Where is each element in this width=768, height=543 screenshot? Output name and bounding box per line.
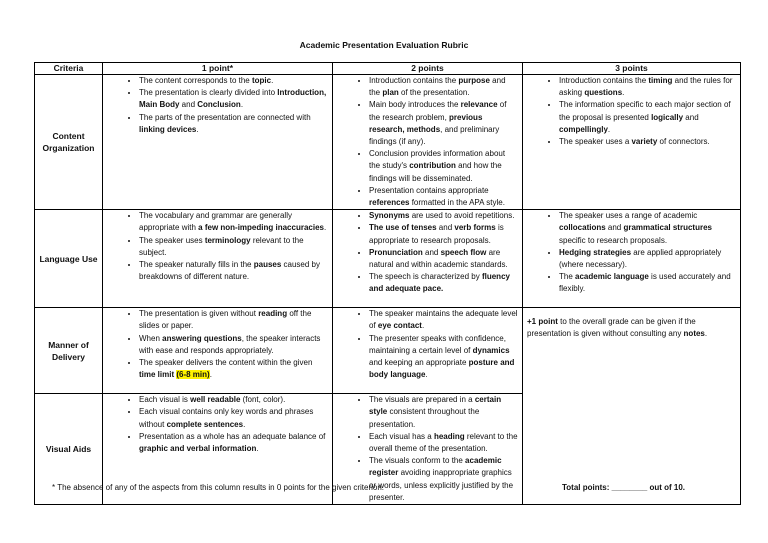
bullet-item (559, 99, 736, 136)
text-run: and the (369, 76, 506, 98)
text-run: Introduction contains the (559, 76, 649, 85)
bullet-item (369, 431, 518, 455)
bold-text: questions (584, 88, 623, 98)
text-run: . (425, 370, 428, 380)
bold-text: complete sentences (166, 419, 244, 429)
text-run: The content corresponds to the (139, 76, 252, 85)
text-run: . (607, 124, 611, 134)
bullet-item (369, 210, 518, 222)
text-run: The (559, 272, 576, 282)
bold-text: a few non-impeding inaccuracies (198, 223, 324, 233)
text-run: . (704, 329, 708, 339)
bold-text: Conclusion (197, 100, 241, 110)
bullet-item (559, 210, 736, 247)
bold-text: time limit (139, 370, 175, 380)
bullet-list (523, 75, 740, 148)
text-run: of connectors. (657, 137, 710, 147)
bold-text: notes (683, 329, 705, 339)
bullet-item (139, 259, 328, 283)
bold-text: speech flow (440, 247, 487, 257)
row-language-use (35, 210, 741, 308)
bold-text: timing (648, 76, 673, 85)
header-1-point: 1 point* (103, 63, 333, 75)
text-run: is appropriate to research proposals. (369, 223, 504, 245)
text-run: and how the findings will be disseminated. (369, 161, 502, 183)
bold-text: Introduction, Main Body (139, 88, 327, 110)
bold-text: references (369, 198, 410, 208)
bold-text: logically (651, 112, 684, 122)
bullet-item (369, 271, 518, 295)
bullet-item (369, 222, 518, 246)
bullet-item (139, 75, 328, 87)
text-run: The vocabulary and grammar are generally appropriate with (139, 211, 292, 233)
text-run: . (240, 100, 244, 110)
text-run: The information specific to each major section of the proposal is presented (559, 100, 731, 122)
text-run: Introduction contains the (369, 76, 459, 85)
total-points: Total points: ________ out of 10. (562, 483, 685, 492)
bold-text: previous research, methods (369, 112, 483, 134)
bold-text: eye contact (377, 321, 422, 331)
cell-language-2 (333, 210, 523, 308)
text-run: and keeping an appropriate (369, 358, 469, 368)
bullet-item (369, 394, 518, 431)
text-run: . (323, 223, 327, 233)
text-run: Presentation as a whole has an adequate balance of (139, 431, 326, 441)
text-run: and (179, 100, 198, 110)
bullet-item (559, 136, 736, 148)
text-run: of the presentation. (398, 88, 470, 98)
cell-delivery-1 (103, 308, 333, 394)
bullet-item (139, 333, 328, 357)
text-run: and (605, 223, 624, 233)
text-run: , the speaker interacts with ease and responds appropriately. (139, 333, 321, 355)
bullet-item (369, 75, 518, 99)
text-run: (font, color). (240, 395, 286, 405)
text-run: . (622, 88, 625, 98)
text-run: . (209, 370, 212, 380)
header-3-points: 3 points (523, 63, 741, 75)
bullet-list (333, 308, 522, 381)
bullet-item (139, 87, 328, 111)
text-run: , and preliminary findings (if any). (369, 124, 500, 147)
text-run: to the overall grade can be given if the presentation is given without consulting any (527, 317, 696, 339)
bold-text: reading (258, 309, 288, 319)
bold-text: posture and body language (369, 358, 515, 380)
text-run: is used accurately and flexibly. (559, 272, 731, 294)
bullet-list (103, 308, 332, 381)
footnote: * The absence of any of the aspects from this column results in 0 points for the given criterion. (52, 483, 385, 492)
bullet-item (139, 112, 328, 136)
bullet-item (139, 308, 328, 332)
bullet-item (139, 235, 328, 259)
text-run: When (139, 333, 163, 343)
bullet-item (369, 333, 518, 382)
document-title: Academic Presentation Evaluation Rubric (299, 40, 469, 50)
header-criteria: Criteria (35, 63, 103, 75)
text-run: The speaker delivers the content within the given (139, 358, 313, 368)
bullet-item (369, 99, 518, 148)
bold-text: pauses (253, 260, 282, 270)
bold-text: purpose (458, 76, 490, 85)
text-run: formatted in the APA style. (409, 198, 505, 208)
bold-text: dynamics (472, 345, 510, 355)
bullet-list (523, 210, 740, 295)
text-run: are natural and within academic standards. (369, 247, 508, 270)
bullet-item (369, 247, 518, 271)
text-run: The presentation is given without (139, 309, 259, 319)
bullet-item (559, 75, 736, 99)
cell-content-1 (103, 75, 333, 210)
bullet-list (103, 394, 332, 455)
text-run: Presentation contains appropriate (369, 185, 489, 195)
bold-text: terminology (204, 235, 251, 245)
text-run: and the rules for asking (559, 76, 733, 98)
bold-text: certain style (369, 395, 502, 417)
text-run: . (243, 419, 246, 429)
bullet-item (139, 357, 328, 381)
header-row (35, 63, 741, 75)
row-manner-of-delivery (35, 308, 741, 394)
bold-text: compellingly (559, 124, 608, 134)
bold-text: The use of tenses (369, 223, 437, 233)
text-run: The speaker uses a (559, 137, 632, 147)
bold-text: verb forms (454, 223, 496, 233)
text-run: Main body introduces the (369, 100, 461, 110)
text-run: The speaker uses (139, 235, 205, 245)
criteria-language-use: Language Use (35, 210, 103, 308)
text-run: . (196, 124, 199, 134)
cell-content-3 (523, 75, 741, 210)
text-run: The speech is characterized by (369, 272, 482, 282)
text-run: The visuals conform to the (369, 456, 466, 466)
highlighted-text: (6-8 min) (176, 370, 210, 380)
bullet-item (369, 455, 518, 504)
text-run: caused by breakdowns of different nature. (139, 260, 321, 282)
bold-text: answering questions (162, 333, 242, 343)
bullet-item (139, 431, 328, 455)
bonus-note (523, 308, 740, 340)
text-run: specific to research proposals. (559, 235, 668, 245)
text-run: . (421, 321, 425, 331)
bold-text: topic (251, 76, 272, 85)
criteria-visual-aids: Visual Aids (35, 394, 103, 505)
text-run: The visuals are prepared in a (369, 395, 475, 405)
text-run: and (436, 223, 455, 233)
text-run: relevant to the subject. (139, 235, 304, 257)
bold-text: linking devices (139, 124, 197, 134)
text-run: The speaker maintains the adequate level of (369, 309, 518, 331)
text-run: Each visual is (139, 395, 191, 405)
bold-text: contribution (409, 161, 456, 171)
text-run: consistent throughout the presentation. (369, 407, 480, 429)
bold-text: graphic and verbal information (139, 444, 257, 454)
text-run: are applied appropriately (where necessary). (559, 247, 722, 270)
bullet-item (139, 394, 328, 406)
bullet-list (333, 210, 522, 295)
bullet-item (139, 210, 328, 234)
bold-text: Hedging strategies (559, 247, 632, 257)
bullet-list (103, 210, 332, 283)
text-run: The presentation is clearly divided into (139, 88, 278, 98)
text-run: relevant to the overall theme of the presentation. (369, 431, 518, 454)
bold-text: academic register (369, 456, 502, 478)
bullet-list (103, 75, 332, 136)
text-run: Each visual contains only key words and phrases without (139, 407, 314, 429)
text-run: . (271, 76, 274, 85)
text-run: are used to avoid repetitions. (409, 211, 515, 221)
row-content-organization (35, 75, 741, 210)
bold-text: variety (631, 137, 658, 147)
text-run: The speaker naturally fills in the (139, 260, 254, 270)
bold-text: +1 point (527, 317, 558, 327)
text-run: Conclusion provides information about the study's (369, 149, 506, 171)
text-run: The speaker uses a range of academic (559, 211, 698, 221)
bold-text: Synonyms (369, 211, 410, 221)
text-run: and (683, 112, 699, 122)
bullet-item (369, 308, 518, 332)
cell-language-3 (523, 210, 741, 308)
bullet-item (369, 148, 518, 185)
bold-text: Pronunciation (369, 247, 423, 257)
bullet-item (559, 247, 736, 271)
bold-text: relevance (460, 100, 498, 110)
text-run: and (422, 247, 441, 257)
rubric-table (34, 62, 741, 505)
text-run: of the research problem, (369, 100, 507, 122)
bullet-list (333, 75, 522, 209)
bullet-item (369, 185, 518, 209)
criteria-content-organization: Content Organization (35, 75, 103, 210)
text-run: off the slides or paper. (139, 309, 312, 331)
bold-text: grammatical structures (623, 223, 712, 233)
text-run: The parts of the presentation are connected with (139, 112, 311, 122)
bullet-item (559, 271, 736, 295)
bullet-item (139, 406, 328, 430)
text-run: Each visual has a (369, 431, 434, 441)
text-run: avoiding inappropriate graphics or words, unless explicitly justified by the presenter. (369, 468, 514, 502)
bold-text: heading (433, 431, 465, 441)
cell-bonus-point (523, 308, 741, 505)
bold-text: plan (382, 88, 399, 98)
cell-content-2 (333, 75, 523, 210)
header-2-points: 2 points (333, 63, 523, 75)
bold-text: academic language (575, 272, 649, 282)
criteria-manner-of-delivery: Manner of Delivery (35, 308, 103, 394)
text-run: . (256, 444, 259, 454)
bold-text: well readable (190, 395, 241, 405)
text-run: The presenter speaks with confidence, maintaining a certain level of (369, 333, 506, 355)
cell-language-1 (103, 210, 333, 308)
bold-text: collocations (559, 223, 606, 233)
cell-delivery-2 (333, 308, 523, 394)
bold-text: fluency and adequate pace. (369, 272, 510, 294)
